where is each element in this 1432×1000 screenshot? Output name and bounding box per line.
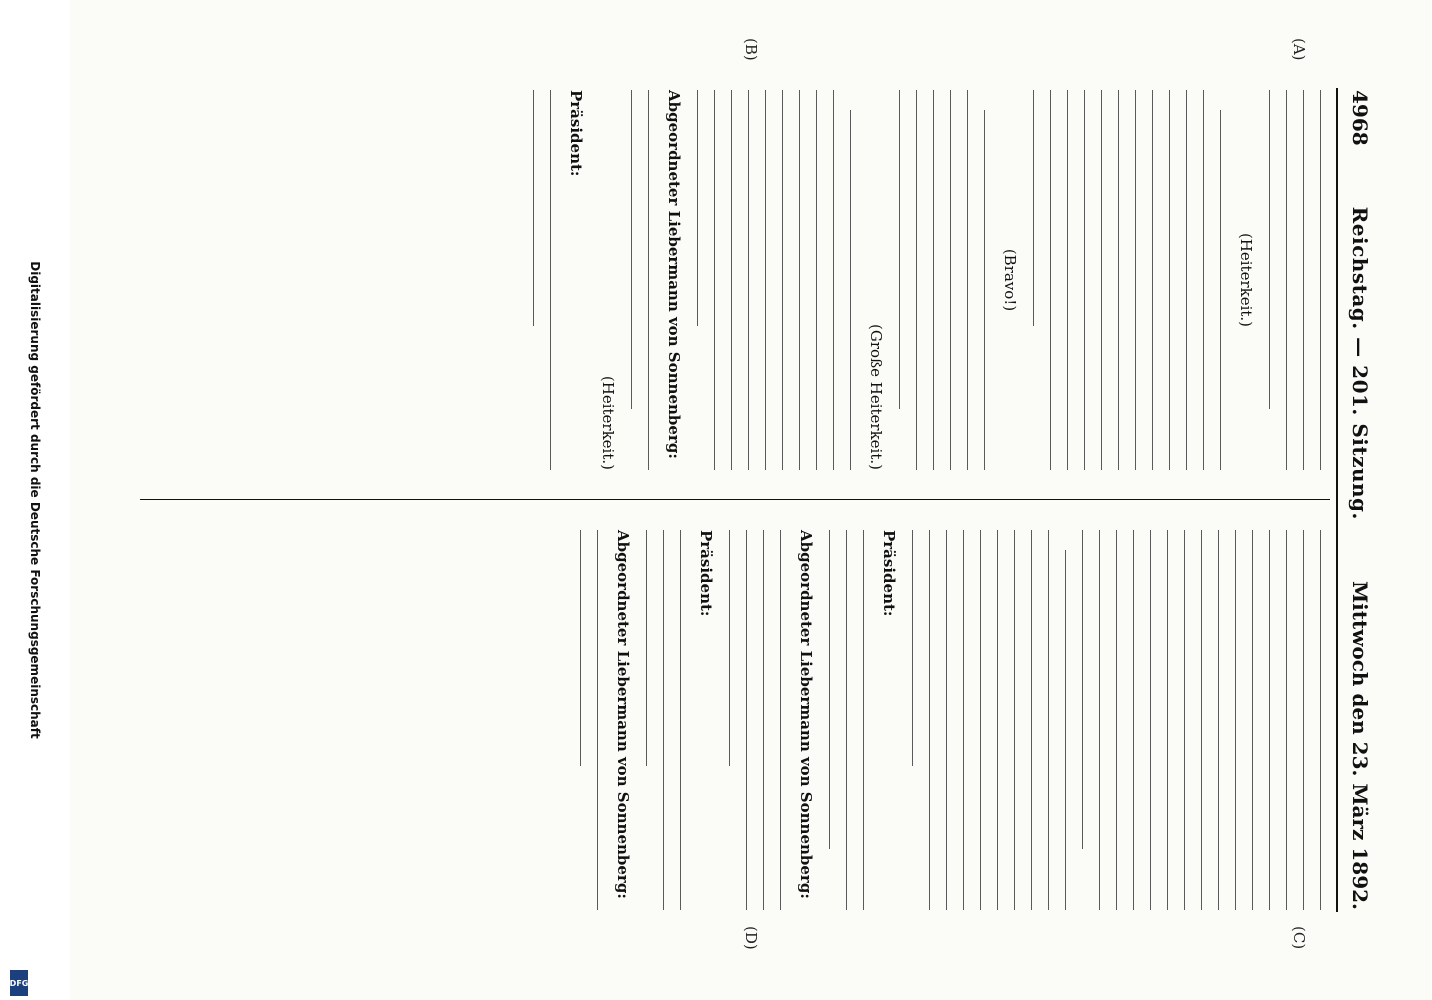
text-line	[646, 530, 647, 766]
text-line	[765, 90, 766, 470]
text-line	[1099, 530, 1100, 910]
text-line	[1269, 90, 1270, 409]
text-line	[933, 90, 934, 470]
text-line	[816, 90, 817, 470]
text-line	[846, 530, 847, 910]
text-line	[1065, 550, 1066, 910]
text-line	[631, 90, 632, 409]
text-line	[967, 90, 968, 470]
text-line	[746, 530, 747, 910]
page-number: 4968	[1348, 90, 1372, 146]
text-line	[1014, 530, 1015, 910]
text-line	[748, 90, 749, 470]
text-line	[1184, 530, 1185, 910]
text-line	[1186, 90, 1187, 470]
speaker-heading: Präsident:	[567, 90, 585, 177]
text-line	[1033, 90, 1034, 326]
column-divider	[140, 499, 1330, 500]
text-line	[1303, 90, 1304, 470]
text-line	[1050, 90, 1051, 470]
text-line	[1286, 90, 1287, 470]
text-line	[1118, 90, 1119, 470]
margin-marker-a: (A)	[1290, 38, 1308, 61]
text-line	[780, 530, 781, 910]
text-line	[929, 530, 930, 910]
text-line	[1150, 530, 1151, 910]
digitization-sidebar	[0, 0, 70, 1000]
text-line	[1084, 90, 1085, 470]
text-line	[782, 90, 783, 470]
text-line	[729, 530, 730, 766]
header-rule	[1336, 88, 1338, 912]
text-line	[1235, 530, 1236, 910]
text-line	[899, 90, 900, 409]
text-line	[997, 530, 998, 910]
text-line	[597, 530, 598, 910]
text-line	[1320, 90, 1321, 470]
text-line	[663, 530, 664, 910]
text-line	[1167, 530, 1168, 910]
margin-marker-d: (D)	[742, 926, 760, 950]
text-line	[1031, 530, 1032, 910]
text-line	[980, 530, 981, 910]
text-line	[580, 530, 581, 766]
interjection: (Große Heiterkeit.)	[867, 324, 885, 470]
text-line	[912, 530, 913, 766]
text-line	[1303, 530, 1304, 910]
text-line	[829, 530, 830, 849]
interjection: (Heiterkeit.)	[599, 375, 617, 470]
text-line	[1101, 90, 1102, 470]
text-line	[680, 530, 681, 910]
text-line	[1220, 110, 1221, 470]
text-line	[1082, 530, 1083, 849]
interjection: (Heiterkeit.)	[1237, 232, 1255, 328]
text-line	[946, 530, 947, 910]
text-line	[1169, 90, 1170, 470]
text-line	[550, 90, 551, 470]
text-line	[1116, 530, 1117, 910]
text-line	[1203, 90, 1204, 470]
text-line	[648, 90, 649, 470]
text-line	[1152, 90, 1153, 470]
margin-marker-c: (C)	[1290, 926, 1308, 950]
text-line	[799, 90, 800, 470]
text-line	[984, 110, 985, 470]
interjection: (Bravo!)	[1001, 248, 1019, 312]
text-line	[963, 530, 964, 910]
speaker-heading: Abgeordneter Liebermann von Sonnenberg:	[665, 90, 683, 459]
speaker-heading: Abgeordneter Liebermann von Sonnenberg:	[797, 530, 815, 899]
text-line	[1269, 530, 1270, 910]
text-line	[1218, 530, 1219, 910]
text-line	[763, 530, 764, 910]
text-line	[1133, 530, 1134, 910]
text-line	[850, 110, 851, 470]
text-line	[697, 90, 698, 326]
scanned-page-area	[70, 0, 1431, 1000]
text-line	[1067, 90, 1068, 470]
left-text-column	[140, 90, 1326, 470]
text-line	[714, 90, 715, 470]
text-line	[1135, 90, 1136, 470]
speaker-heading: Präsident:	[880, 530, 898, 617]
document-page	[100, 30, 1400, 970]
text-line	[916, 90, 917, 470]
page-title: Reichstag. — 201. Sitzung.	[1348, 206, 1372, 520]
text-line	[833, 90, 834, 470]
speaker-heading: Abgeordneter Liebermann von Sonnenberg:	[614, 530, 632, 899]
text-line	[533, 90, 534, 326]
running-head	[1338, 90, 1372, 910]
digitization-credit: Digitalisierung gefördert durch die Deutsche Forschungsgemeinschaft	[28, 261, 42, 739]
text-line	[863, 530, 864, 910]
margin-marker-b: (B)	[742, 38, 760, 61]
speaker-heading: Präsident:	[697, 530, 715, 617]
text-line	[731, 90, 732, 470]
session-date: Mittwoch den 23. März 1892.	[1348, 580, 1372, 910]
text-line	[1201, 530, 1202, 910]
dfg-logo: DFG	[10, 970, 28, 996]
text-line	[1252, 530, 1253, 910]
text-line	[950, 90, 951, 470]
text-line	[1286, 530, 1287, 910]
text-line	[1048, 530, 1049, 910]
text-line	[1320, 530, 1321, 910]
right-text-column	[140, 530, 1326, 910]
